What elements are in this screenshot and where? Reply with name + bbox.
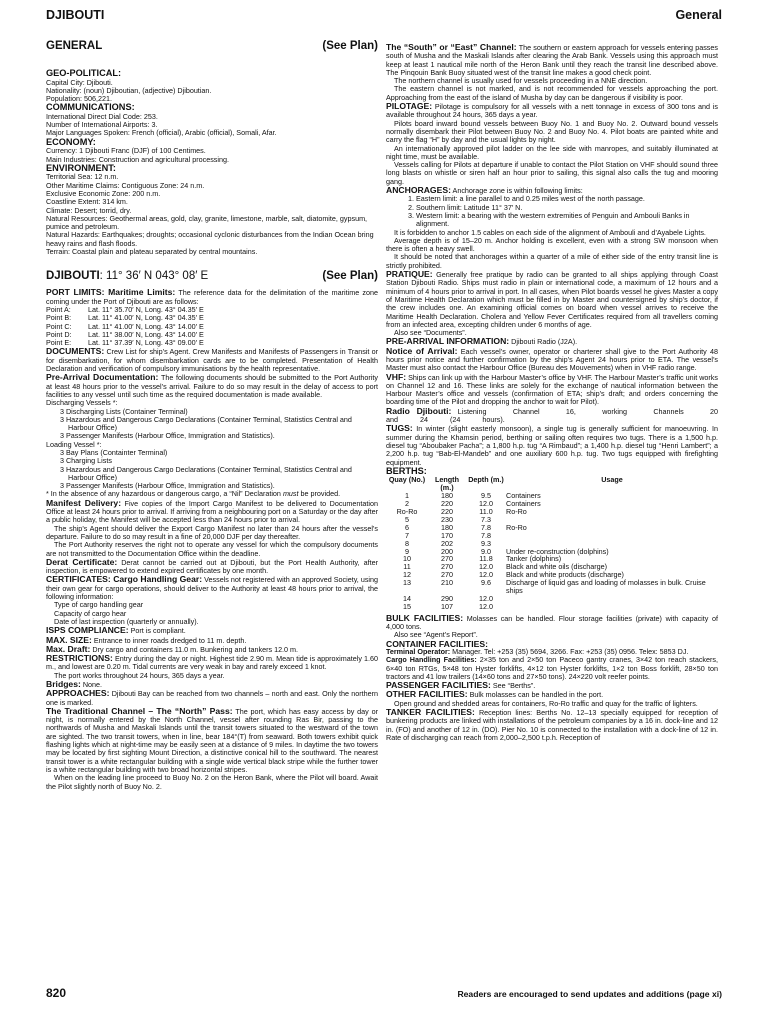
certificates: CERTIFICATES: Cargo Handling Gear: Vessels not registered with an approved Society, using their own gear for cargo operations, should deliver to the Authority at least 48 hours prior to arrival, the following information:	[46, 574, 378, 602]
manifest-para: The Port Authority reserves the right not to operate any vessel for which the compulsory documents are not transmitted to the Documentation Office within the deadline.	[46, 540, 378, 558]
berth-quay: 12	[403, 570, 411, 580]
env-line: Natural Resources: Geothermal areas, gold, clay, granite, limestone, marble, salt, diatomite, gypsum, pumice and petroleum.	[46, 213, 368, 232]
berth-quay: 1	[405, 491, 409, 501]
col-depth: Depth (m.)	[468, 475, 504, 485]
berth-usage	[506, 532, 718, 540]
radio-djibouti: Radio Djibouti: Listening Channel 16, working Channels 20 and 24 (24 hours).	[386, 405, 718, 425]
other-para: Open ground and shedded areas for containers, Ro-Ro traffic and quay for the traffic of lighters.	[394, 698, 698, 708]
berth-quay: 7	[405, 530, 409, 540]
header-country: DJIBOUTI	[46, 8, 105, 22]
berth-quay: 14	[403, 593, 411, 603]
comm-line: International Direct Dial Code: 253.	[46, 111, 158, 121]
pratique-para: Also see “Documents”.	[394, 328, 467, 338]
berth-quay: 9	[405, 546, 409, 556]
berth-depth: 12.0	[479, 562, 493, 572]
col-usage: Usage	[601, 475, 623, 485]
berth-depth: 7.8	[481, 522, 491, 532]
berth-row	[386, 500, 718, 508]
berth-quay: 2	[405, 499, 409, 509]
berth-depth: 12.0	[479, 593, 493, 603]
general-title: GENERAL	[46, 40, 103, 52]
berth-row	[386, 508, 718, 516]
pilotage-para: An internationally approved pilot ladder on the lee side with manropes, and suitably illuminated at night time, must be available.	[386, 143, 718, 161]
manifest-para: The ship’s Agent should deliver the Export Cargo Manifest no later than 24 hours after the vessel’s departure. Failure to do so may result in a fine of 20,000 DJF per day thereafter.	[46, 523, 378, 541]
berth-length: 107	[441, 601, 453, 611]
anchorage-para: It should be noted that anchorages within a quarter of a mile of either side of the entry transit line is strictly prohibited.	[386, 252, 718, 270]
berth-usage: Discharge of liquid gas and loading of molasses in bulk. Cruise ships	[506, 578, 706, 596]
communications-heading: COMMUNICATIONS:	[46, 102, 135, 113]
port-limits-heading: PORT LIMITS: Maritime Limits:	[46, 287, 176, 298]
passenger-facilities: PASSENGER FACILITIES: See “Berths”.	[386, 680, 536, 691]
berths-table	[386, 476, 718, 610]
berth-row	[386, 579, 718, 595]
berth-length: 170	[441, 530, 453, 540]
berth-length: 270	[441, 570, 453, 580]
berth-length: 270	[441, 554, 453, 564]
loading-list: 3 Bay Plans (Containter Terminal) 3 Charging Lists 3 Hazardous and Dangerous Cargo Declarations (Container Terminal, Statistics Central and Harbour Office) 3 Passenger Manifests (Harbour Office, Immigration and Statistics).	[60, 447, 352, 491]
geo-line: Population: 506,221.	[46, 94, 112, 104]
berth-length: 230	[441, 514, 453, 524]
env-line: Natural Hazards: Earthquakes; droughts; occasional cyclonic disturbances from the Indian Ocean bring heavy rains and flash floods.	[46, 230, 374, 248]
max-size: MAX. SIZE: Entrance to inner roads dredged to 11 m. depth.	[46, 634, 247, 645]
berth-quay: 11	[403, 562, 411, 572]
berth-length: 202	[441, 538, 453, 548]
anchorage-list: 1. Eastern limit: a line parallel to and 0.25 miles west of the north passage. 2. Southern limit: Latitude 11° 37′ N. 3. Western limit: a bearing with the western extremities of Penguin and Ambouli Banks in alignment.	[408, 194, 690, 229]
point-row: Point B: Lat. 11° 41.00′ N, Long. 43° 04.35′ E	[46, 313, 204, 323]
berth-row	[386, 524, 718, 532]
header-section: General	[675, 8, 722, 22]
berth-quay: Ro-Ro	[396, 506, 418, 516]
geo-political-heading: GEO-POLITICAL:	[46, 68, 122, 78]
anchorage-para: It is forbidden to anchor 1.5 cables on each side of the alignment of Ambouli and d’Ayabele Lights.	[394, 227, 706, 237]
point-row: Point C: Lat. 11° 41.00′ N, Long. 43° 14.00′ E	[46, 321, 204, 331]
berth-usage	[506, 595, 718, 603]
right-column	[386, 43, 718, 742]
berth-row	[386, 532, 718, 540]
berth-row	[386, 595, 718, 603]
berth-depth: 7.8	[481, 530, 491, 540]
pilotage: PILOTAGE: Pilotage is compulsory for all vessels with a nett tonnage in excess of 300 tons and is available throughout 24 hours, 365 days a year.	[386, 101, 718, 120]
env-line: Territorial Sea: 12 n.m.	[46, 172, 119, 182]
manifest-delivery: Manifest Delivery: Five copies of the Import Cargo Manifest to be delivered to Documentation Office at least 24 hours prior to arrival. If arriving from a neighbouring port on a Saturday or the day after a public holiday, the Manifest will be accepted less than 24 hours prior to arrival.	[46, 497, 378, 525]
berths-header	[386, 476, 718, 492]
berth-quay: 13	[403, 578, 411, 588]
berth-depth: 11.8	[479, 554, 493, 564]
pilotage-para: Vessels calling for Pilots at departure if unable to contact the Pilot Station on VHF should sound three long blasts on whistle or siren half an hour prior to sailing, this signal also calls the tug and mooring gang.	[386, 160, 718, 186]
comm-line: Major Languages Spoken: French (official), Arabic (official), Somali, Afar.	[46, 128, 277, 138]
berth-usage: Under re-construction (dolphins)	[506, 546, 609, 556]
berth-length: 200	[441, 546, 453, 556]
econ-line: Main Industries: Construction and agricultural processing.	[46, 154, 229, 164]
port-limits	[46, 288, 378, 306]
berth-length: 210	[441, 578, 453, 588]
berth-quay: 15	[403, 601, 411, 611]
manifest-heading: Manifest Delivery:	[46, 497, 122, 508]
port-heading	[46, 270, 378, 283]
berth-quay: 8	[405, 538, 409, 548]
approaches: APPROACHES: Djibouti Bay can be reached from two channels – north and east. Only the northern one is marked.	[46, 688, 378, 707]
port-name: DJIBOUTI	[46, 270, 100, 283]
anchorage-para: Average depth is of 15–20 m. Anchor holding is excellent, even with a strong SW monsoon when there is often a heavy swell.	[386, 235, 718, 254]
berth-depth: 9.3	[481, 538, 491, 548]
traditional-channel: The Traditional Channel – The “North” Pass: The port, which has easy access by day or night, is normally entered by the North Channel, vessel after rounding Ras Bir, passing to the northwards of Musha and Maskali Islands until the transit towers situated to the westward of the town are sighted. The two transit towers, when in line, bear 184°(T) from seaward. Both towers exhibit quick flashing lights which at night-time may be easily seen at a distance of 9 miles. In daytime the two towers may be located by first sighting Mount Direction, a distinctive conical hill to the southward. The nearest transit tower is a white rectangular building with a single wide vertical black stripe while the further tower is a white rectangular building with two broad horizontal stripes.	[46, 705, 378, 774]
vhf: VHF: Ships can link up with the Harbour Master’s office by VHF. The Harbour Master’s traffic unit works on Channel 12 and 16. These links are solely for the exchange of nautical information between the Harbour Master’s office and vessels (confirmation of ETA; ship’s draft; and orders concerning the boarding time of the Pilot and dropping the anchor to wait for Pilot).	[386, 371, 718, 407]
max-draft: Max. Draft: Dry cargo and containers 11.0 m. Bunkering and tankers 12.0 m.	[46, 643, 299, 654]
berth-usage: Containers	[506, 499, 541, 509]
berth-depth: 11.0	[479, 506, 493, 516]
derat: Derat Certificate: Derat cannot be carried out at Djibouti, but the Port Health Authority, after inspection, is empowered to extend expired certificates by one month.	[46, 556, 378, 576]
points-list	[46, 306, 378, 347]
point-row: Point A: Lat. 11° 35.70′ N, Long. 43° 04.35′ E	[46, 304, 204, 314]
berth-length: 180	[441, 522, 453, 532]
berth-usage: Black and white oils (discharge)	[506, 562, 608, 572]
env-line: Terrain: Coastal plain and plateau separated by central mountains.	[46, 247, 258, 257]
berth-depth: 7.3	[481, 514, 491, 524]
berth-usage: Ro-Ro	[506, 506, 527, 516]
pre-arrival-docs-text: The following documents should be submitted to the Port Authority at least 48 hours prior to the vessel’s arrival. Failure to do so may result in the delay of access to port facilities to any vessel until such time as the required documentation is made available.	[46, 373, 378, 399]
berth-quay: 6	[405, 522, 409, 532]
se-para: The eastern channel is not marked, and is not recommended for vessels approaching the port. Approaching from the east of the island of Musha by day can be dangerous if visibility is poor.	[386, 84, 718, 102]
col-quay: Quay (No.)	[388, 475, 426, 485]
geo-list	[46, 79, 378, 104]
tugs: TUGS: In winter (slight easterly monsoon), a single tug is generally sufficient for manoeuvring. In summer during the Khamsin period, berthing or sailing often requires two tugs. There is a 1,500 h.p. diesel tug “Aboubaker Pacha”; a 1,800 h.p. tug “A Rimbaud”; a 1,400 h.p. diesel tug “Henri Lambert”; a 2,200 h.p. tug “Bab-El-Mandeb” and one auxiliary 600 h.p. tug. Two tugs equipped with firefighting equipment.	[386, 423, 718, 467]
traditional-para: When on the leading line proceed to Buoy No. 2 on the Heron Bank, where the Pilot will board. Await the Pilot slightly north of Buoy No. 2.	[46, 773, 378, 791]
left-column	[46, 40, 378, 791]
pre-arrival-docs	[46, 373, 378, 399]
tanker-facilities: TANKER FACILITIES: Reception lines: Berths No. 12–13 specially equipped for reception of bunkering products are linked with installations of the petroleum companies by a 16 in. dock-line and 12 in. (FO) and another of 12 in. (DO). Pier No. 10 is connected to the installation with a dock-line of 12 in. Rate of discharging can reach from 2,000–2,500 t.p.h. Reception of	[386, 707, 719, 742]
see-plan-link-2[interactable]: (See Plan)	[322, 270, 378, 283]
berth-usage	[506, 516, 718, 524]
econ-list	[46, 147, 378, 164]
econ-line: Currency: 1 Djibouti Franc (DJF) of 100 Centimes.	[46, 146, 206, 156]
documents	[46, 347, 378, 373]
pratique: PRATIQUE: Generally free pratique by radio can be granted to all ships applying through Coast Station Djibouti Radio. Ships must radio in plain or international code, a maximum of 12 hours and a minimum of 4 hours prior to arrival in port. In all cases, when Pilot boards vessel he gives Master a copy of Maritime Health Declaration which must be filled in by Master and countersigned by ship’s doctor, if the crew includes one. An examining official comes on board when vessel arrives to receive the Maritime Health Declaration. Cholera and Yellow Fever Certificates required from all travellers coming from an infected area, excepting children under 6 months of age.	[386, 269, 718, 329]
port-coordinates: : 11° 36′ N 043° 08′ E	[99, 270, 209, 283]
berth-usage: Black and white products (discharge)	[506, 570, 624, 580]
other-facilities: OTHER FACILITIES: Bulk molasses can be handled in the port.	[386, 689, 604, 700]
env-line: Coastline Extent: 314 km.	[46, 197, 128, 207]
comm-list	[46, 113, 378, 138]
berth-length: 180	[441, 491, 453, 501]
see-plan-link[interactable]: (See Plan)	[322, 40, 378, 52]
berth-length: 290	[441, 593, 453, 603]
restrictions: RESTRICTIONS: Entry during the day or night. Highest tide 2.90 m. Mean tide is approximately 1.60 m., and lowest are 0.20 m. Tidal currents are very weak in bay and rarely exceed 1 knot.	[46, 653, 378, 672]
point-row: Point D: Lat. 11° 38.00′ N, Long. 43° 14.00′ E	[46, 329, 204, 339]
environment-heading: ENVIRONMENT:	[46, 162, 116, 173]
berth-depth: 9.0	[481, 546, 491, 556]
documents-heading: DOCUMENTS:	[46, 346, 105, 357]
pre-arrival-docs-heading: Pre-Arrival Documentation:	[46, 372, 159, 383]
berth-depth: 9.5	[481, 491, 491, 501]
economy-heading: ECONOMY:	[46, 136, 96, 147]
geo-line: Capital City: Djibouti.	[46, 77, 113, 87]
env-line: Exclusive Economic Zone: 200 n.m.	[46, 188, 161, 198]
container-heading: CONTAINER FACILITIES:	[386, 638, 489, 649]
general-heading	[46, 40, 378, 53]
berth-row	[386, 603, 718, 611]
anchorages: ANCHORAGES: Anchorage zone is within following limits:	[386, 185, 583, 196]
berth-usage: Containers	[506, 491, 541, 501]
nil-note: * In the absence of any hazardous or dangerous cargo, a “Nil” Declaration must be provided.	[46, 489, 341, 499]
terminal-operator: Terminal Operator: Manager. Tel: +253 (35) 5694, 3266. Fax: +253 (35) 0956. Telex: 5853 DJ.	[386, 646, 689, 656]
berth-usage: Ro-Ro	[506, 522, 527, 532]
restrictions-para: The port works throughout 24 hours, 365 days a year.	[54, 670, 225, 680]
se-para: The northern channel is usually used for vessels proceeding in a NNE direction.	[394, 76, 648, 86]
berth-quay: 10	[403, 554, 411, 564]
env-list	[46, 173, 378, 256]
discharging-heading: Discharging Vessels *:	[46, 398, 118, 408]
documents-text: Crew List for ship’s Agent. Crew Manifests and Manifests of Passengers in Transit or for disembarkation, for whom disembarkation cards are to be completed. Presentation of Health Declaration and verification of compulsory immunisations by the health representative.	[46, 347, 378, 374]
geo-line: Nationality: (noun) Djiboutian, (adjective) Djiboutian.	[46, 85, 212, 95]
berth-usage	[506, 603, 718, 611]
south-east-channel: The “South” or “East” Channel: The southern or eastern approach for vessels entering passes south of Musha and the Maskali Islands after clearing the Arab Bank. Vessels using this approach must keep at least 1 nautical mile north of the Heron Bank until they reach the transit line described above. The Pinqouin Bank Buoy situated west of the transit line makes a good check point.	[386, 42, 718, 77]
isps: ISPS COMPLIANCE: Port is compliant.	[46, 625, 186, 636]
bulk-facilities: BULK FACILITIES: Molasses can be handled. Flour storage facilities (private) with capacity of 4,000 tons.	[386, 612, 718, 632]
berth-depth: 9.6	[481, 578, 491, 588]
footer-note: Readers are encouraged to send updates and additions (page xi)	[457, 989, 722, 999]
env-line: Other Maritime Claims: Contiguous Zone: 24 n.m.	[46, 180, 205, 190]
berth-usage: Tanker (dolphins)	[506, 554, 562, 564]
cargo-handling: Cargo Handling Facilities: 2×35 ton and 2×50 ton Paceco gantry cranes, 3×42 ton reach stackers, 6×40 ton RTGs, 5×48 ton Hyster forklifts, 4×12 ton Hyster forklifts, 1×2 ton Boss forklift, 28×50 ton tractors and 41 low trailers (14×60 tons and 27×50 tons). 24×220 volt reefer points.	[386, 655, 718, 681]
berth-length: 220	[441, 499, 453, 509]
berth-length: 220	[441, 506, 453, 516]
pilotage-para: Pilots board inward bound vessels between Buoy No. 1 and Buoy No. 2. Outward bound vessels normally disembark their Pilot between Buoy No. 2 and Buoy No. 4. Pilot boats are painted white and carry the flag “H” by day and the usual lights by night.	[386, 118, 718, 145]
notice-of-arrival: Notice of Arrival: Each vessel’s owner, operator or charterer shall give to the Port Authority 48 hours prior notice and further confirmation by the ship’s Agent 24 hours prior to ETA. The vessel’s Master must also contact the Harbour Office (Bureau des Mouvements) when in VHF radio range.	[386, 345, 718, 373]
berth-depth: 12.0	[479, 601, 493, 611]
bridges: Bridges: None.	[46, 679, 103, 689]
env-line: Climate: Desert; torrid, dry.	[46, 205, 132, 215]
comm-line: Number of International Airports: 3.	[46, 120, 158, 130]
cert-list: Type of cargo handling gear Capacity of cargo hear Date of last inspection (quarterly or annually).	[54, 600, 199, 626]
bulk-para: Also see “Agent’s Report”.	[394, 630, 478, 640]
berth-depth: 12.0	[479, 499, 493, 509]
point-row: Point E: Lat. 11° 37.39′ N, Long. 43° 09.00′ E	[46, 338, 204, 348]
discharging-list: 3 Discharging Lists (Container Terminal) 3 Hazardous and Dangerous Cargo Declarations (Container Terminal, Statistics Central and Harbour Office) 3 Passenger Manifests (Harbour Office, Immigration and Statistics).	[60, 406, 352, 441]
col-length: Length (m.)	[435, 475, 459, 493]
page-number: 820	[46, 986, 67, 1000]
berth-quay: 5	[405, 514, 409, 524]
loading-heading: Loading Vessel *:	[46, 439, 102, 449]
berth-row	[386, 492, 718, 500]
berth-length: 270	[441, 562, 453, 572]
berth-depth: 12.0	[479, 570, 493, 580]
berth-row	[386, 516, 718, 524]
port-limits-text: The reference data for the delimitation of the maritime zone coming under the Port of Djibouti are as follows:	[46, 288, 378, 306]
pre-arrival-info: PRE-ARRIVAL INFORMATION: Djibouti Radio (J2A).	[386, 336, 578, 347]
berths-heading: BERTHS:	[386, 465, 427, 476]
